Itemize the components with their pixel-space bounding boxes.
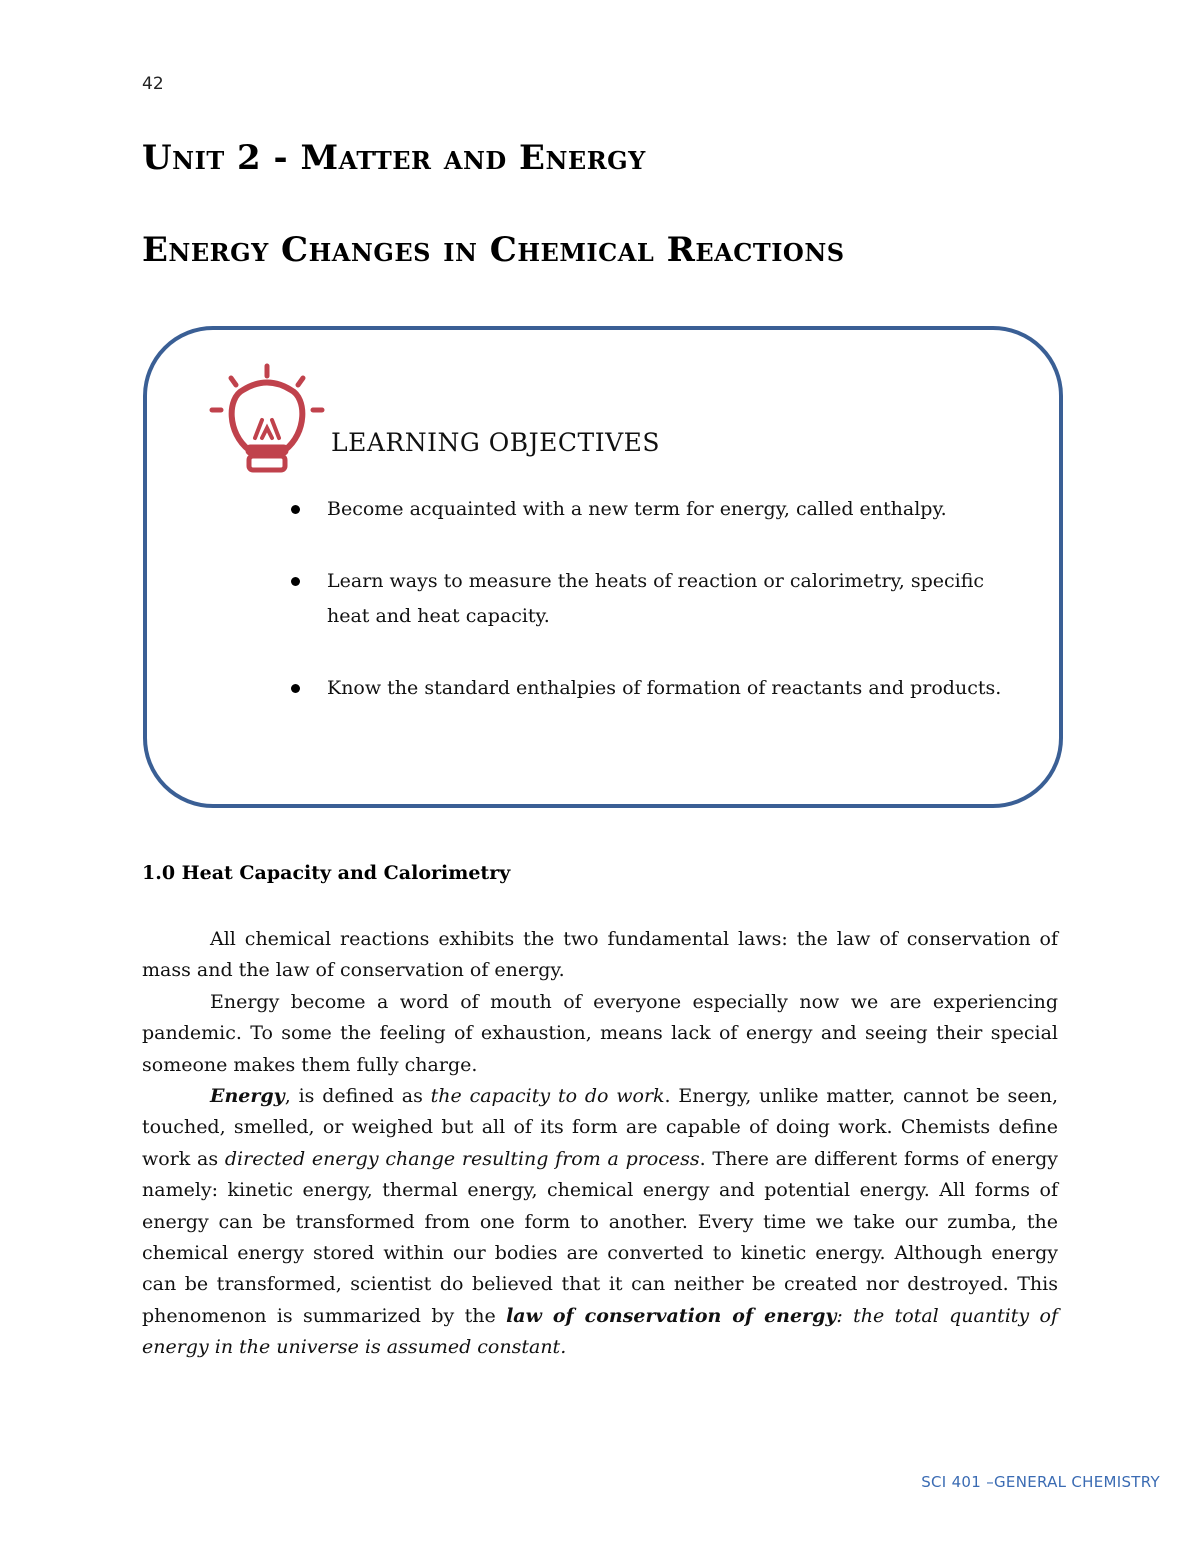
section-heading: 1.0 Heat Capacity and Calorimetry: [142, 862, 511, 884]
objective-item: Learn ways to measure the heats of reaction or calorimetry, specific heat and heat capacity.: [287, 564, 1027, 634]
text-segment: . Energy, unlike matter, cannot be seen, touched, smelled, or weighed but all of its form are capable of doing work. Chemists define work as: [142, 1085, 1059, 1170]
unit-title: Unit 2 - Matter and Energy: [142, 138, 646, 178]
law-name: law of conservation of energy: [506, 1304, 837, 1327]
objective-item: Become acquainted with a new term for energy, called enthalpy.: [287, 492, 1027, 527]
paragraph-laws: All chemical reactions exhibits the two fundamental laws: the law of conservation of mass and the law of conservation of energy.: [142, 928, 1058, 982]
objectives-heading: LEARNING OBJECTIVES: [331, 428, 661, 457]
body-text: [142, 924, 1058, 1364]
work-definition: directed energy change resulting from a process: [224, 1147, 700, 1170]
energy-term: Energy: [210, 1085, 285, 1108]
text-segment: , is defined as: [284, 1085, 431, 1108]
law-statement: : the total quantity of energy in the universe is assumed constant.: [142, 1304, 1058, 1359]
text-segment: . There are different forms of energy namely: kinetic energy, thermal energy, chemical energy and potential energy. All forms of energy can be transformed from one form to another. Every time we take our zumba, the chemical energy stored within our bodies are converted to kinetic energy. Although energy can be transformed, scientist do believed that it can neither be created nor destroyed. This phenomenon is summarized by the: [142, 1147, 1058, 1327]
lightbulb-icon: [207, 358, 327, 478]
objective-item: Know the standard enthalpies of formation of reactants and products.: [287, 671, 1027, 706]
objectives-list: [287, 492, 1027, 706]
paragraph-pandemic: Energy become a word of mouth of everyone especially now we are experiencing pandemic. To some the feeling of exhaustion, means lack of energy and seeing their special someone makes them fully charge.: [142, 990, 1058, 1076]
learning-objectives-box: [143, 326, 1063, 808]
paragraph-energy-definition: [142, 1081, 1058, 1364]
page-number: 42: [142, 74, 164, 94]
definition: the capacity to do work: [430, 1085, 665, 1108]
footer-course-label: SCI 401 –GENERAL CHEMISTRY: [921, 1473, 1160, 1491]
chapter-title: Energy Changes in Chemical Reactions: [142, 230, 845, 270]
